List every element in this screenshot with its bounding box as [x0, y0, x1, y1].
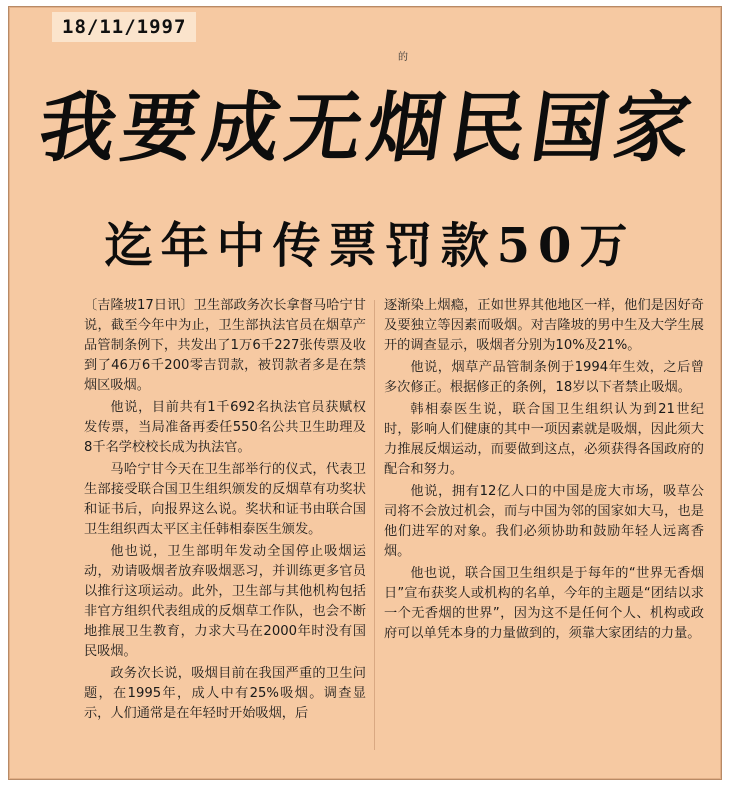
article-paragraph: 政务次长说，吸烟目前在我国严重的卫生问题，在1995年，成人中有25%吸烟。调查显示，人们通常是在年轻时开始吸烟，后 [84, 666, 366, 721]
article-paragraph: 〔吉隆坡17日讯〕卫生部政务次长拿督马哈宁甘说，截至今年中为止，卫生部执法官员在烟草产品管制条例下，共发出了1万6千227张传票及收到了46万6千200零吉罚款，被罚款者多是在禁烟区吸烟。 [84, 298, 366, 393]
article-paragraph: 逐渐染上烟瘾，正如世界其他地区一样，他们是因好奇及要独立等因素而吸烟。对吉隆坡的男中生及大学生展开的调查显示，吸烟者分别为10%及21%。 [384, 298, 704, 353]
article-column-right [384, 296, 704, 646]
article-paragraph: 他也说，联合国卫生组织是于每年的“世界无香烟日”宣布获奖人或机构的名单，今年的主题是“团结以求一个无香烟的世界”，因为这不是任何个人、机构或政府可以单凭本身的力量做到的，须靠大家团结的力量。 [384, 566, 704, 641]
article-paragraph: 马哈宁甘今天在卫生部举行的仪式，代表卫生部接受联合国卫生组织颁发的反烟草有功奖状和证书后，向报界这么说。奖状和证书由联合国卫生组织西太平区主任韩相泰医生颁发。 [84, 462, 366, 537]
clipping-date-stamp: 18/11/1997 [52, 12, 196, 42]
article-paragraph: 韩相泰医生说，联合国卫生组织认为到21世纪时，影响人们健康的其中一项因素就是吸烟，因此须大力推展反烟运动，而要做到这点，必须获得各国政府的配合和努力。 [384, 402, 704, 477]
article-paragraph: 他说，目前共有1千692名执法官员获赋权发传票，当局准备再委任550名公共卫生助理及8千名学校校长成为执法官。 [84, 400, 366, 455]
article-column-left [84, 296, 366, 726]
stray-print-mark: 的 [398, 52, 408, 63]
article-paragraph: 他说，烟草产品管制条例于1994年生效，之后曾多次修正。根据修正的条例，18岁以下者禁止吸烟。 [384, 360, 704, 395]
headline: 我要成无烟民国家 [33, 83, 703, 172]
article-paragraph: 他说，拥有12亿人口的中国是庞大市场，吸草公司将不会放过机会，而与中国为邻的国家如大马，也是他们进军的对象。我们必须协助和鼓励年轻人远离香烟。 [384, 484, 704, 559]
article-paragraph: 他也说，卫生部明年发动全国停止吸烟运动，劝请吸烟者放弃吸烟恶习，并训练更多官员以推行这项运动。此外，卫生部与其他机构包括非官方组织代表组成的反烟草工作队，也会不断地推展卫生教育，力求大马在2000年时没有国民吸烟。 [84, 544, 366, 659]
column-separator [374, 300, 375, 750]
subheadline: 迄年中传票罚款50万 [104, 218, 636, 274]
